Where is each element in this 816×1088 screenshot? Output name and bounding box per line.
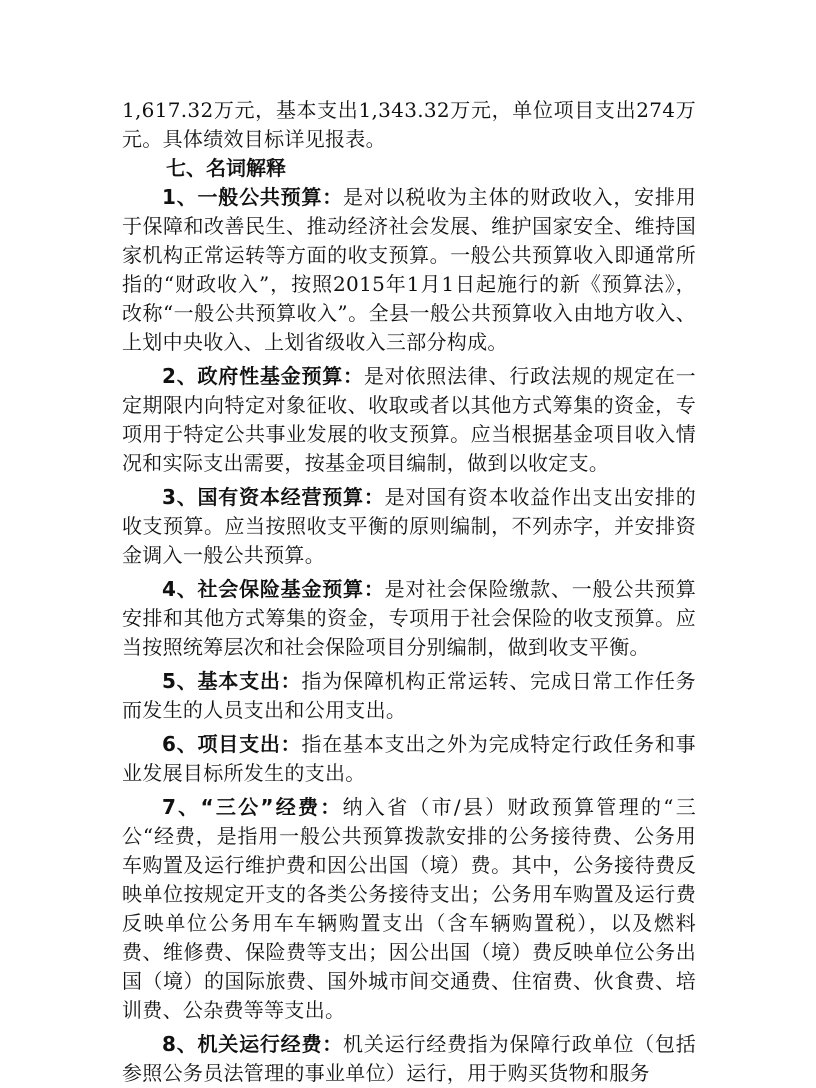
definition-agency-operating-expenses xyxy=(122,1030,696,1088)
definition-term: 5、基本支出： xyxy=(162,669,302,693)
definition-text: 是对依照法律、行政法规的规定在一定期限内向特定对象征收、收取或者以其他方式筹集的资金，专项用于特定公共事业发展的收支预算。应当根据基金项目收入情况和实际支出需要，按基金项目编制，做到以收定支。 xyxy=(122,364,696,475)
definition-term: 6、项目支出： xyxy=(162,732,302,756)
section-heading: 七、名词解释 xyxy=(166,156,286,180)
definition-text: 机关运行经费指为保障行政单位（包括参照公务员法管理的事业单位）运行，用于购买货物和服务 xyxy=(122,1032,696,1085)
definition-term: 8、机关运行经费： xyxy=(162,1032,344,1056)
definition-text: 是对以税收为主体的财政收入，安排用于保障和改善民生、推动经济社会发展、维护国家安全、维持国家机构正常运转等方面的收支预算。一般公共预算收入即通常所指的“财政收入”，按照2015年1月1日起施行的新《预算法》，改称“一般公共预算收入”。全县一般公共预算收入由地方收入、上划中央收入、上划省级收入三部分构成。 xyxy=(122,185,696,354)
definition-term: 2、政府性基金预算： xyxy=(162,364,364,388)
intro-paragraph: 1,617.32万元，基本支出1,343.32万元，单位项目支出274万元。具体绩效目标详见报表。 xyxy=(122,98,696,151)
definition-text: 指在基本支出之外为完成特定行政任务和事业发展目标所发生的支出。 xyxy=(122,732,696,785)
definition-text: 纳入省（市/县）财政预算管理的“三公“经费，是指用一般公共预算拨款安排的公务接待费、公务用车购置及运行维护费和因公出国（境）费。其中，公务接待费反映单位按规定开支的各类公务接待支出；公务用车购置及运行费反映单位公务用车车辆购置支出（含车辆购置税），以及燃料费、维修费、保险费等支出；因公出国（境）费反映单位公务出国（境）的国际旅费、国外城市间交通费、住宿费、伙食费、培训费、公杂费等等支出。 xyxy=(122,795,697,1022)
definition-project-expenditure xyxy=(122,730,696,788)
definition-text: 指为保障机构正常运转、完成日常工作任务而发生的人员支出和公用支出。 xyxy=(122,669,696,722)
definition-basic-expenditure xyxy=(122,667,696,725)
definition-term: 3、国有资本经营预算： xyxy=(162,485,385,509)
definition-term: 4、社会保险基金预算： xyxy=(162,577,385,601)
definition-term: 7、“三公”经费： xyxy=(162,795,343,819)
definition-general-public-budget xyxy=(122,183,696,357)
definition-three-public-expenses xyxy=(122,793,696,1025)
document-page xyxy=(122,96,696,1088)
definition-text: 是对国有资本收益作出支出安排的收支预算。应当按照收支平衡的原则编制，不列赤字，并安排资金调入一般公共预算。 xyxy=(122,485,697,567)
definition-social-insurance-budget xyxy=(122,575,696,662)
definition-government-fund-budget xyxy=(122,362,696,478)
definition-term: 1、一般公共预算： xyxy=(162,185,344,209)
definition-text: 是对社会保险缴款、一般公共预算安排和其他方式筹集的资金，专项用于社会保险的收支预算。应当按照统筹层次和社会保险项目分别编制，做到收支平衡。 xyxy=(122,577,697,659)
definition-state-capital-budget xyxy=(122,483,696,570)
